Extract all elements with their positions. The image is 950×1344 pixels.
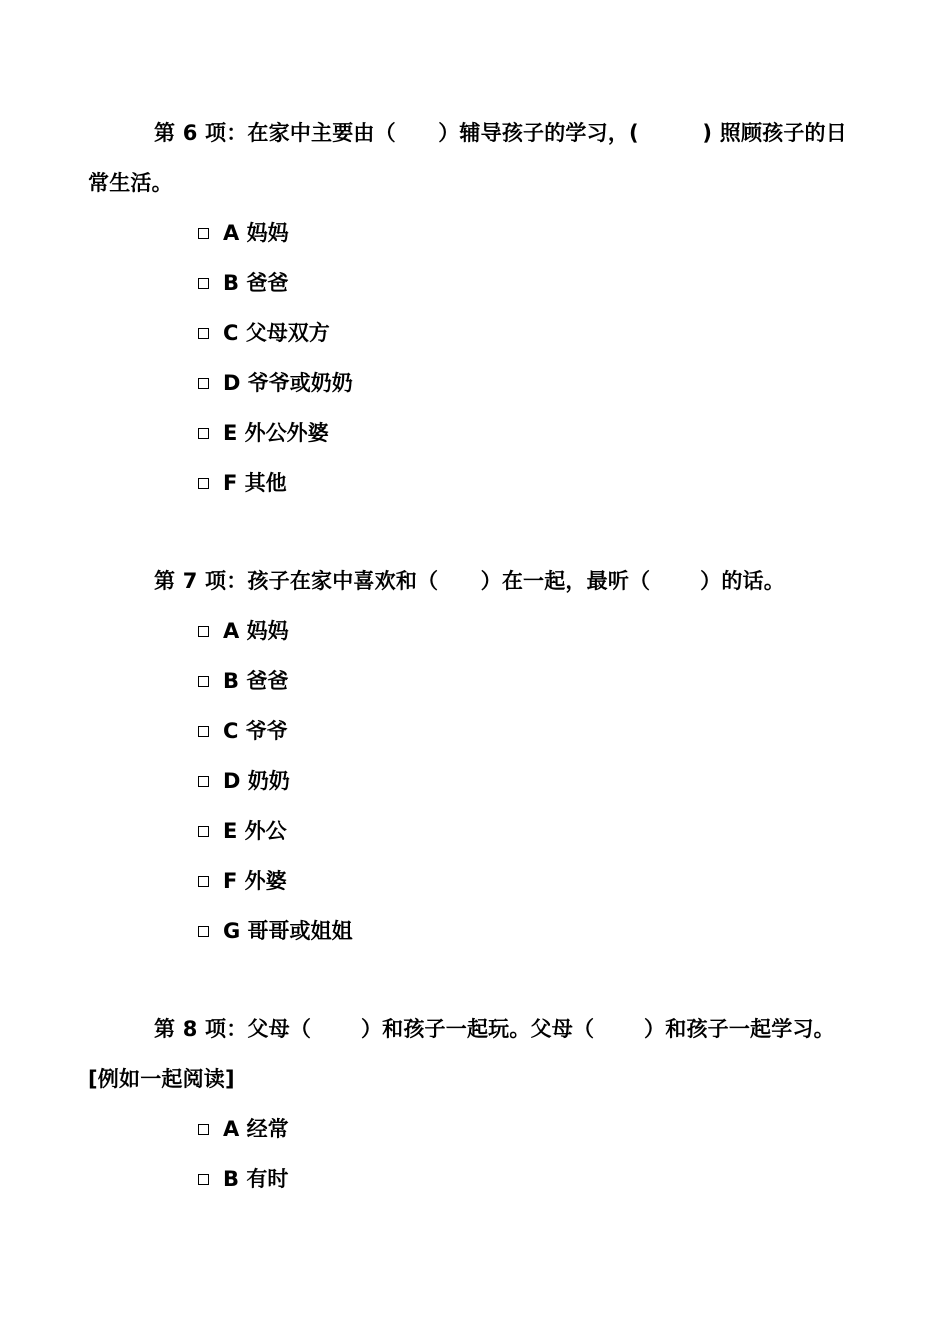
option-6-d[interactable] — [88, 358, 868, 408]
checkbox-icon[interactable] — [198, 826, 209, 837]
option-6-c[interactable] — [88, 308, 868, 358]
checkbox-icon[interactable] — [198, 626, 209, 637]
question-6-options — [88, 208, 868, 508]
option-7-c[interactable] — [88, 706, 868, 756]
checkbox-icon[interactable] — [198, 428, 209, 439]
checkbox-icon[interactable] — [198, 876, 209, 887]
option-label: A 经常 — [223, 1117, 289, 1141]
option-6-e[interactable] — [88, 408, 868, 458]
checkbox-icon[interactable] — [198, 378, 209, 389]
option-7-b[interactable] — [88, 656, 868, 706]
question-7-options — [88, 606, 868, 956]
checkbox-icon[interactable] — [198, 726, 209, 737]
option-6-a[interactable] — [88, 208, 868, 258]
checkbox-icon[interactable] — [198, 676, 209, 687]
checkbox-icon[interactable] — [198, 278, 209, 289]
checkbox-icon[interactable] — [198, 776, 209, 787]
checkbox-icon[interactable] — [198, 478, 209, 489]
option-label: B 爸爸 — [223, 271, 289, 295]
question-8-text: 第 8 项：父母（ ）和孩子一起玩。父母（ ）和孩子一起学习。 [例如一起阅读] — [88, 1017, 835, 1091]
option-label: G 哥哥或姐姐 — [223, 919, 353, 943]
checkbox-icon[interactable] — [198, 1124, 209, 1135]
question-8-options — [88, 1104, 868, 1204]
option-label: D 爷爷或奶奶 — [223, 371, 353, 395]
option-label: A 妈妈 — [223, 619, 289, 643]
option-label: C 父母双方 — [223, 321, 330, 345]
option-8-b[interactable] — [88, 1154, 868, 1204]
option-label: A 妈妈 — [223, 221, 289, 245]
option-6-b[interactable] — [88, 258, 868, 308]
option-7-e[interactable] — [88, 806, 868, 856]
checkbox-icon[interactable] — [198, 228, 209, 239]
question-7 — [88, 556, 868, 956]
checkbox-icon[interactable] — [198, 1174, 209, 1185]
option-8-a[interactable] — [88, 1104, 868, 1154]
option-6-f[interactable] — [88, 458, 868, 508]
option-label: F 外婆 — [223, 869, 287, 893]
option-label: B 有时 — [223, 1167, 289, 1191]
option-7-f[interactable] — [88, 856, 868, 906]
question-6-text: 第 6 项：在家中主要由（ ）辅导孩子的学习，( ) 照顾孩子的日常生活。 — [88, 121, 847, 195]
option-label: F 其他 — [223, 471, 287, 495]
question-8 — [88, 1004, 868, 1204]
checkbox-icon[interactable] — [198, 926, 209, 937]
option-label: B 爸爸 — [223, 669, 289, 693]
option-label: C 爷爷 — [223, 719, 288, 743]
question-6 — [88, 108, 868, 508]
option-7-g[interactable] — [88, 906, 868, 956]
checkbox-icon[interactable] — [198, 328, 209, 339]
option-label: E 外公 — [223, 819, 287, 843]
option-7-d[interactable] — [88, 756, 868, 806]
option-label: E 外公外婆 — [223, 421, 329, 445]
question-7-text: 第 7 项：孩子在家中喜欢和（ ）在一起，最听（ ）的话。 — [154, 569, 785, 593]
option-7-a[interactable] — [88, 606, 868, 656]
option-label: D 奶奶 — [223, 769, 290, 793]
